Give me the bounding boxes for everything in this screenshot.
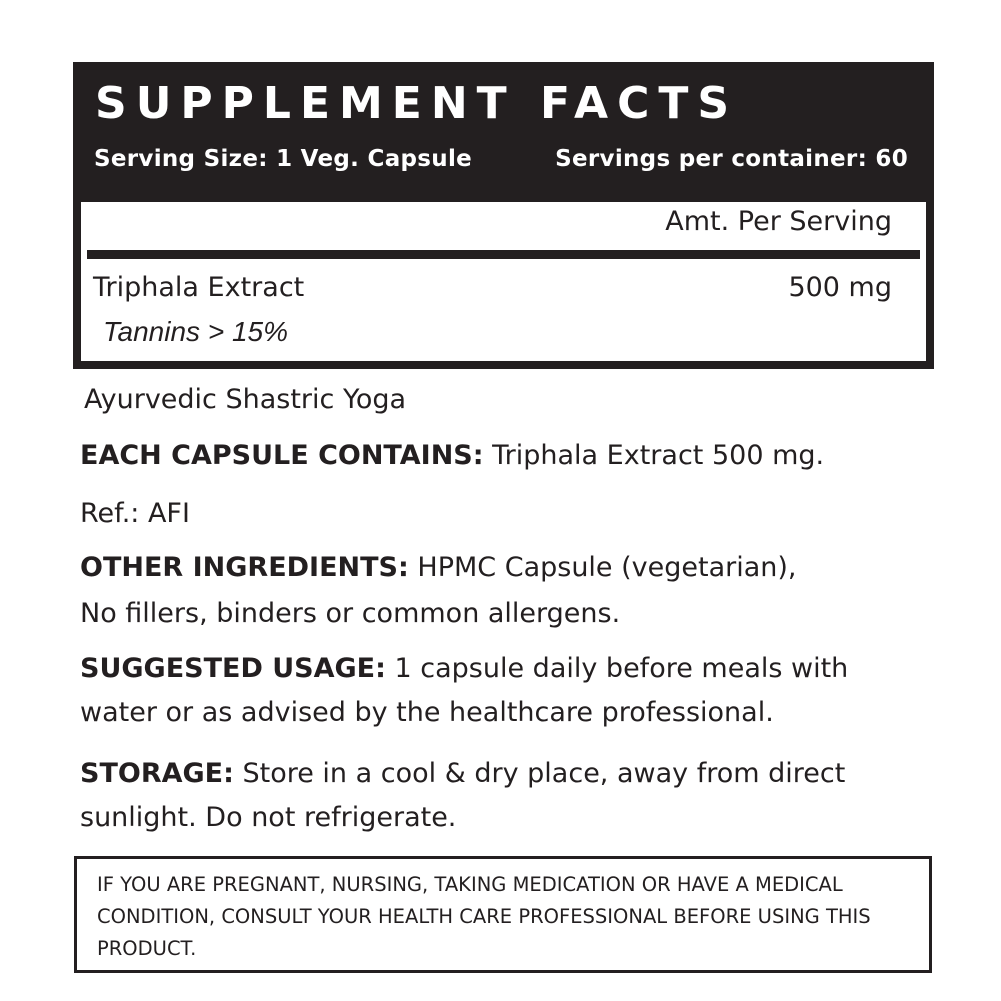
- servings-per-container: Servings per container: 60: [555, 146, 908, 172]
- reference: Ref.: AFI: [80, 498, 190, 529]
- other-ingredients-text: HPMC Capsule (vegetarian),: [408, 552, 797, 583]
- supplement-facts-panel: [73, 62, 934, 369]
- suggested-usage: [80, 651, 848, 687]
- other-ingredients-label: OTHER INGREDIENTS:: [80, 552, 409, 583]
- ingredient-sub-note: Tannins > 15%: [103, 316, 288, 347]
- storage-line2: sunlight. Do not refrigerate.: [80, 802, 457, 833]
- panel-title: SUPPLEMENT FACTS: [95, 78, 739, 129]
- ingredient-amount: 500 mg: [788, 272, 892, 303]
- suggested-usage-line2: water or as advised by the healthcare professional.: [80, 697, 774, 728]
- other-ingredients-line2: No fillers, binders or common allergens.: [80, 598, 621, 629]
- each-capsule-contains: [80, 438, 824, 474]
- storage: [80, 756, 845, 792]
- suggested-usage-label: SUGGESTED USAGE:: [80, 653, 386, 684]
- serving-size: Serving Size: 1 Veg. Capsule: [94, 146, 473, 172]
- formulation-type: Ayurvedic Shastric Yoga: [84, 384, 407, 415]
- facts-table: [81, 202, 926, 361]
- storage-text: Store in a cool & dry place, away from direct: [233, 758, 846, 789]
- other-ingredients: [80, 550, 797, 586]
- amount-per-serving-header: Amt. Per Serving: [665, 206, 892, 237]
- storage-label: STORAGE:: [80, 758, 234, 789]
- suggested-usage-text: 1 capsule daily before meals with: [385, 653, 849, 684]
- warning-box: [74, 856, 932, 973]
- each-capsule-label: EACH CAPSULE CONTAINS:: [80, 440, 484, 471]
- warning-text: IF YOU ARE PREGNANT, NURSING, TAKING MEDICATION OR HAVE A MEDICAL CONDITION, CONSULT YOUR HEALTH CARE PROFESSIONAL BEFORE USING THIS PRODUCT.: [97, 873, 871, 960]
- each-capsule-text: Triphala Extract 500 mg.: [483, 440, 825, 471]
- ingredient-name: Triphala Extract: [93, 272, 305, 303]
- divider-rule: [87, 250, 920, 259]
